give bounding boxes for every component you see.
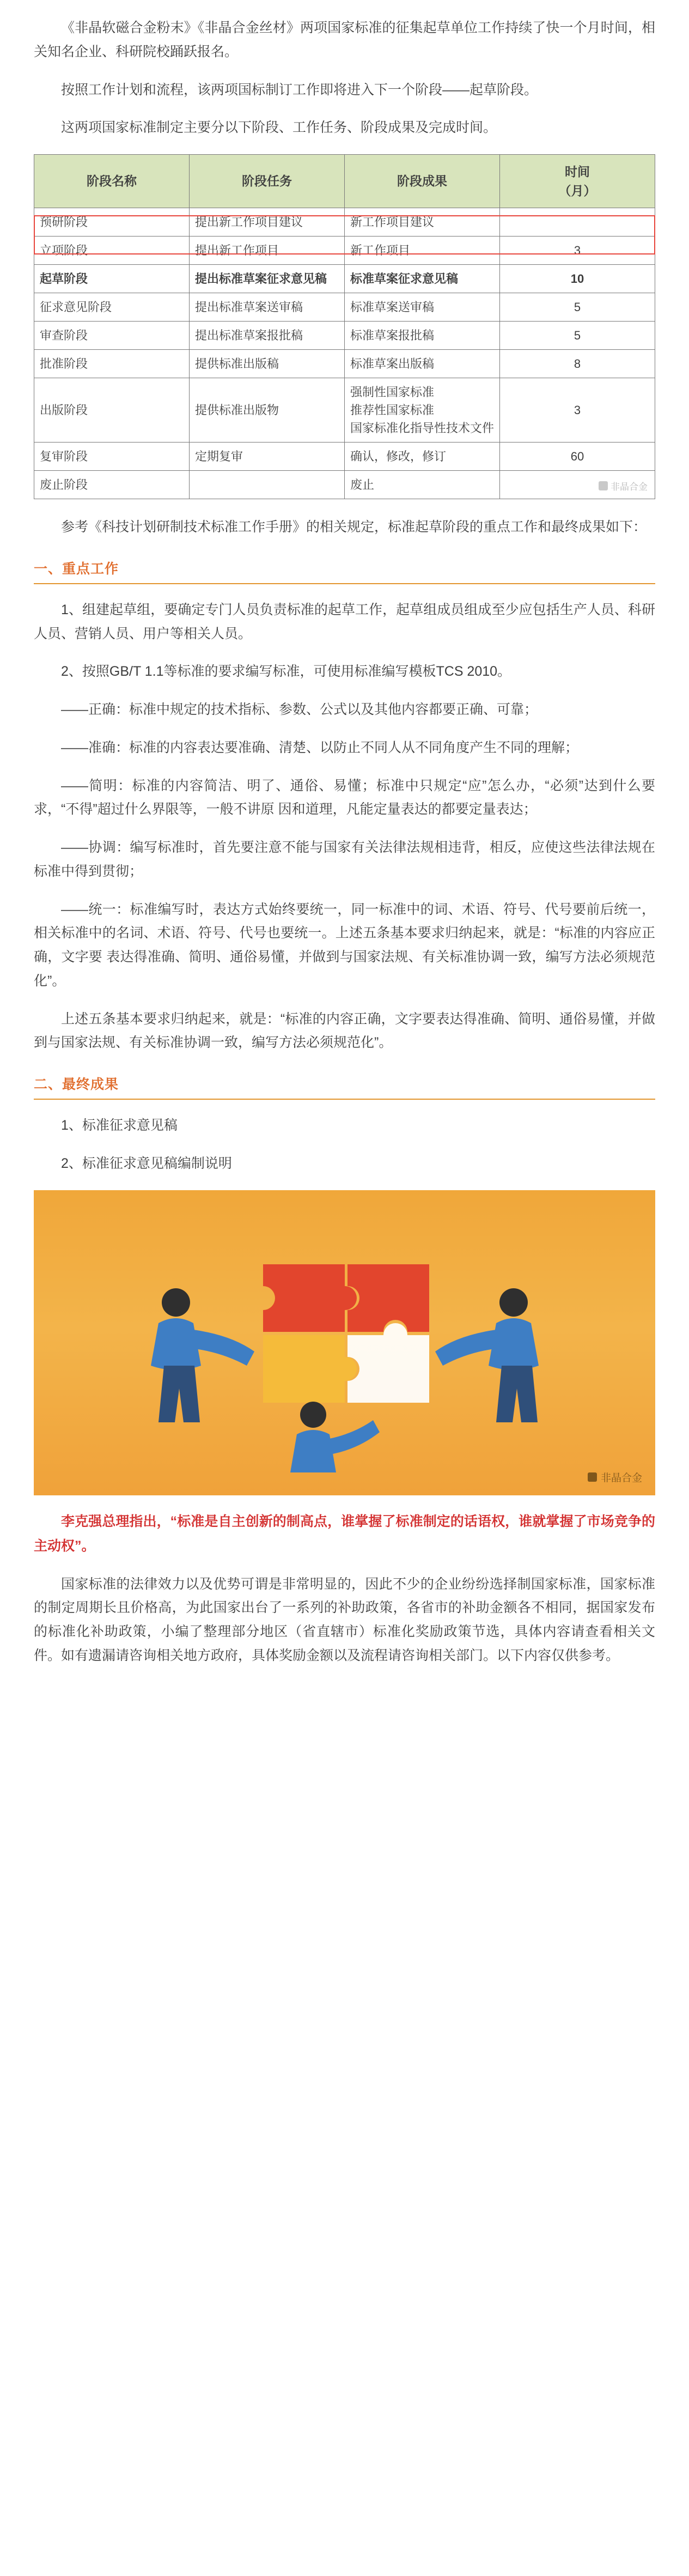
cell-stage-result: 新工作项目 [345, 237, 500, 265]
table-row [34, 293, 655, 322]
column-header-time: 时间 （月） [500, 155, 655, 208]
key-work-item-2: 2、按照GB/T 1.1等标准的要求编写标准，可使用标准编写模板TCS 2010。 [61, 664, 511, 680]
result-line: 强制性国家标准 [350, 385, 435, 399]
person-bottom [290, 1402, 380, 1472]
watermark-label: 非晶合金 [611, 482, 648, 492]
cell-stage-task: 提出标准草案报批稿 [190, 322, 345, 350]
puzzle-illustration-svg [100, 1221, 590, 1477]
person-left [151, 1288, 254, 1422]
reference-paragraph: 参考《科技计划研制技术标准工作手册》的相关规定，标准起草阶段的重点工作和最终成果如下： [61, 519, 647, 535]
table-row [34, 378, 655, 443]
key-work-requirement-correct: ——正确：标准中规定的技术指标、参数、公式以及其他内容都要正确、可靠； [61, 702, 538, 717]
cell-stage-name: 出版阶段 [34, 378, 190, 443]
key-work-requirement-unified: ——统一：标准编写时，表达方式始终要统一，同一标准中的词、术语、符号、代号要前后统一，相关标准中的名词、术语、符号、代号也要统一。上述五条基本要求归纳起来，就是：“标准的内容应正确，文字要 表达得准确、简明、通俗易懂，并做到与国家法规、有关标准协调一致，编写方法必须规范化”。 [34, 901, 655, 989]
cell-stage-task: 提出标准草案征求意见稿 [190, 265, 345, 293]
section-heading-key-work: 一、重点工作 [34, 558, 655, 584]
cell-stage-task: 提出新工作项目 [190, 237, 345, 265]
intro-paragraph-2: 按照工作计划和流程，该两项国标制订工作即将进入下一个阶段——起草阶段。 [61, 82, 538, 98]
cell-stage-result [345, 378, 500, 443]
brand-logo-icon [588, 1472, 597, 1482]
cell-stage-time: 8 [500, 350, 655, 378]
cell-stage-time: 5 [500, 322, 655, 350]
cell-stage-name: 起草阶段 [34, 265, 190, 293]
cell-stage-time: 60 [500, 443, 655, 471]
cell-stage-task: 定期复审 [190, 443, 345, 471]
table-row [34, 322, 655, 350]
final-result-item-1: 1、标准征求意见稿 [61, 1118, 178, 1133]
cell-stage-result: 标准草案征求意见稿 [345, 265, 500, 293]
cell-stage-time: 3 [500, 378, 655, 443]
cell-stage-name: 复审阶段 [34, 443, 190, 471]
cell-stage-name: 征求意见阶段 [34, 293, 190, 322]
result-line: 国家标准化指导性技术文件 [350, 421, 495, 435]
result-line: 推荐性国家标准 [350, 403, 435, 417]
cell-stage-result: 废止 [345, 471, 500, 499]
cell-stage-name: 审查阶段 [34, 322, 190, 350]
closing-paragraph: 国家标准的法律效力以及优势可谓是非常明显的，因此不少的企业纷纷选择制国家标准，国家标准的制定周期长且价格高，为此国家出台了一系列的补助政策，各省市的补助金额各不相同，据国家发布的标准化补助政策，小编了整理部分地区（省直辖市）标准化奖励政策节选，具体内容请查看相关文件。如有遗漏请咨询相关地方政府，具体奖励金额以及流程请咨询相关部门。以下内容仅供参考。 [34, 1576, 655, 1663]
cell-stage-time [500, 208, 655, 237]
cell-stage-task: 提出新工作项目建议 [190, 208, 345, 237]
puzzle-pieces [263, 1264, 429, 1403]
key-work-requirement-coordinated: ——协调：编写标准时，首先要注意不能与国家有关法律法规相违背，相反，应使这些法律法规在标准中得到贯彻； [34, 840, 655, 879]
cell-stage-result: 确认，修改，修订 [345, 443, 500, 471]
key-work-item-1: 1、组建起草组，要确定专门人员负责标准的起草工作，起草组成员组成至少应包括生产人员、科研人员、营销人员、用户等相关人员。 [34, 602, 655, 641]
highlighted-quote: 李克强总理指出，“标准是自主创新的制高点，谁掌握了标准制定的话语权，谁就掌握了市场竞争的主动权”。 [34, 1513, 655, 1554]
cell-stage-name: 预研阶段 [34, 208, 190, 237]
intro-paragraph-3: 这两项国家标准制定主要分以下阶段、工作任务、阶段成果及完成时间。 [61, 120, 497, 136]
cell-stage-time: 5 [500, 293, 655, 322]
cell-stage-task: 提供标准出版稿 [190, 350, 345, 378]
cell-stage-name: 废止阶段 [34, 471, 190, 499]
table-row [34, 350, 655, 378]
column-header-stage-name: 阶段名称 [34, 155, 190, 208]
table-row [34, 471, 655, 499]
stages-table [34, 154, 655, 499]
cell-stage-name: 立项阶段 [34, 237, 190, 265]
key-work-summary: 上述五条基本要求归纳起来，就是：“标准的内容正确，文字要表达得准确、简明、通俗易懂，并做到与国家法规、有关标准协调一致，编写方法必须规范化”。 [34, 1011, 655, 1051]
illustration-puzzle-teamwork [34, 1190, 655, 1495]
cell-stage-time: 3 [500, 237, 655, 265]
final-result-item-2: 2、标准征求意见稿编制说明 [61, 1155, 232, 1171]
cell-stage-time: 10 [500, 265, 655, 293]
table-row [34, 443, 655, 471]
stages-table-wrapper [34, 154, 655, 499]
cell-stage-task: 提出标准草案送审稿 [190, 293, 345, 322]
key-work-requirement-accurate: ——准确：标准的内容表达要准确、清楚、以防止不同人从不同角度产生不同的理解； [61, 740, 579, 755]
section-heading-final-results: 二、最终成果 [34, 1074, 655, 1100]
cell-stage-result: 标准草案送审稿 [345, 293, 500, 322]
table-row [34, 237, 655, 265]
cell-stage-task [190, 471, 345, 499]
table-row [34, 208, 655, 237]
cell-stage-result: 标准草案出版稿 [345, 350, 500, 378]
table-header-row [34, 155, 655, 208]
watermark-label: 非晶合金 [600, 1472, 642, 1484]
column-header-stage-task: 阶段任务 [190, 155, 345, 208]
column-header-stage-result: 阶段成果 [345, 155, 500, 208]
table-row-highlighted [34, 265, 655, 293]
brand-logo-icon [599, 481, 608, 490]
cell-stage-name: 批准阶段 [34, 350, 190, 378]
person-right [435, 1288, 539, 1422]
intro-paragraph-1: 《非晶软磁合金粉末》《非晶合金丝材》两项国家标准的征集起草单位工作持续了快一个月时间，相关知名企业、科研院校踊跃报名。 [34, 20, 655, 59]
figure-watermark [588, 1470, 642, 1484]
cell-stage-result: 标准草案报批稿 [345, 322, 500, 350]
key-work-requirement-concise: ——简明：标准的内容简洁、明了、通俗、易懂；标准中只规定“应”怎么办，“必须”达到什么要求，“不得”超过什么界限等，一般不讲原 因和道理，凡能定量表达的都要定量表达； [34, 778, 655, 817]
cell-stage-result: 新工作项目建议 [345, 208, 500, 237]
cell-stage-task: 提供标准出版物 [190, 378, 345, 443]
table-watermark [599, 479, 648, 493]
